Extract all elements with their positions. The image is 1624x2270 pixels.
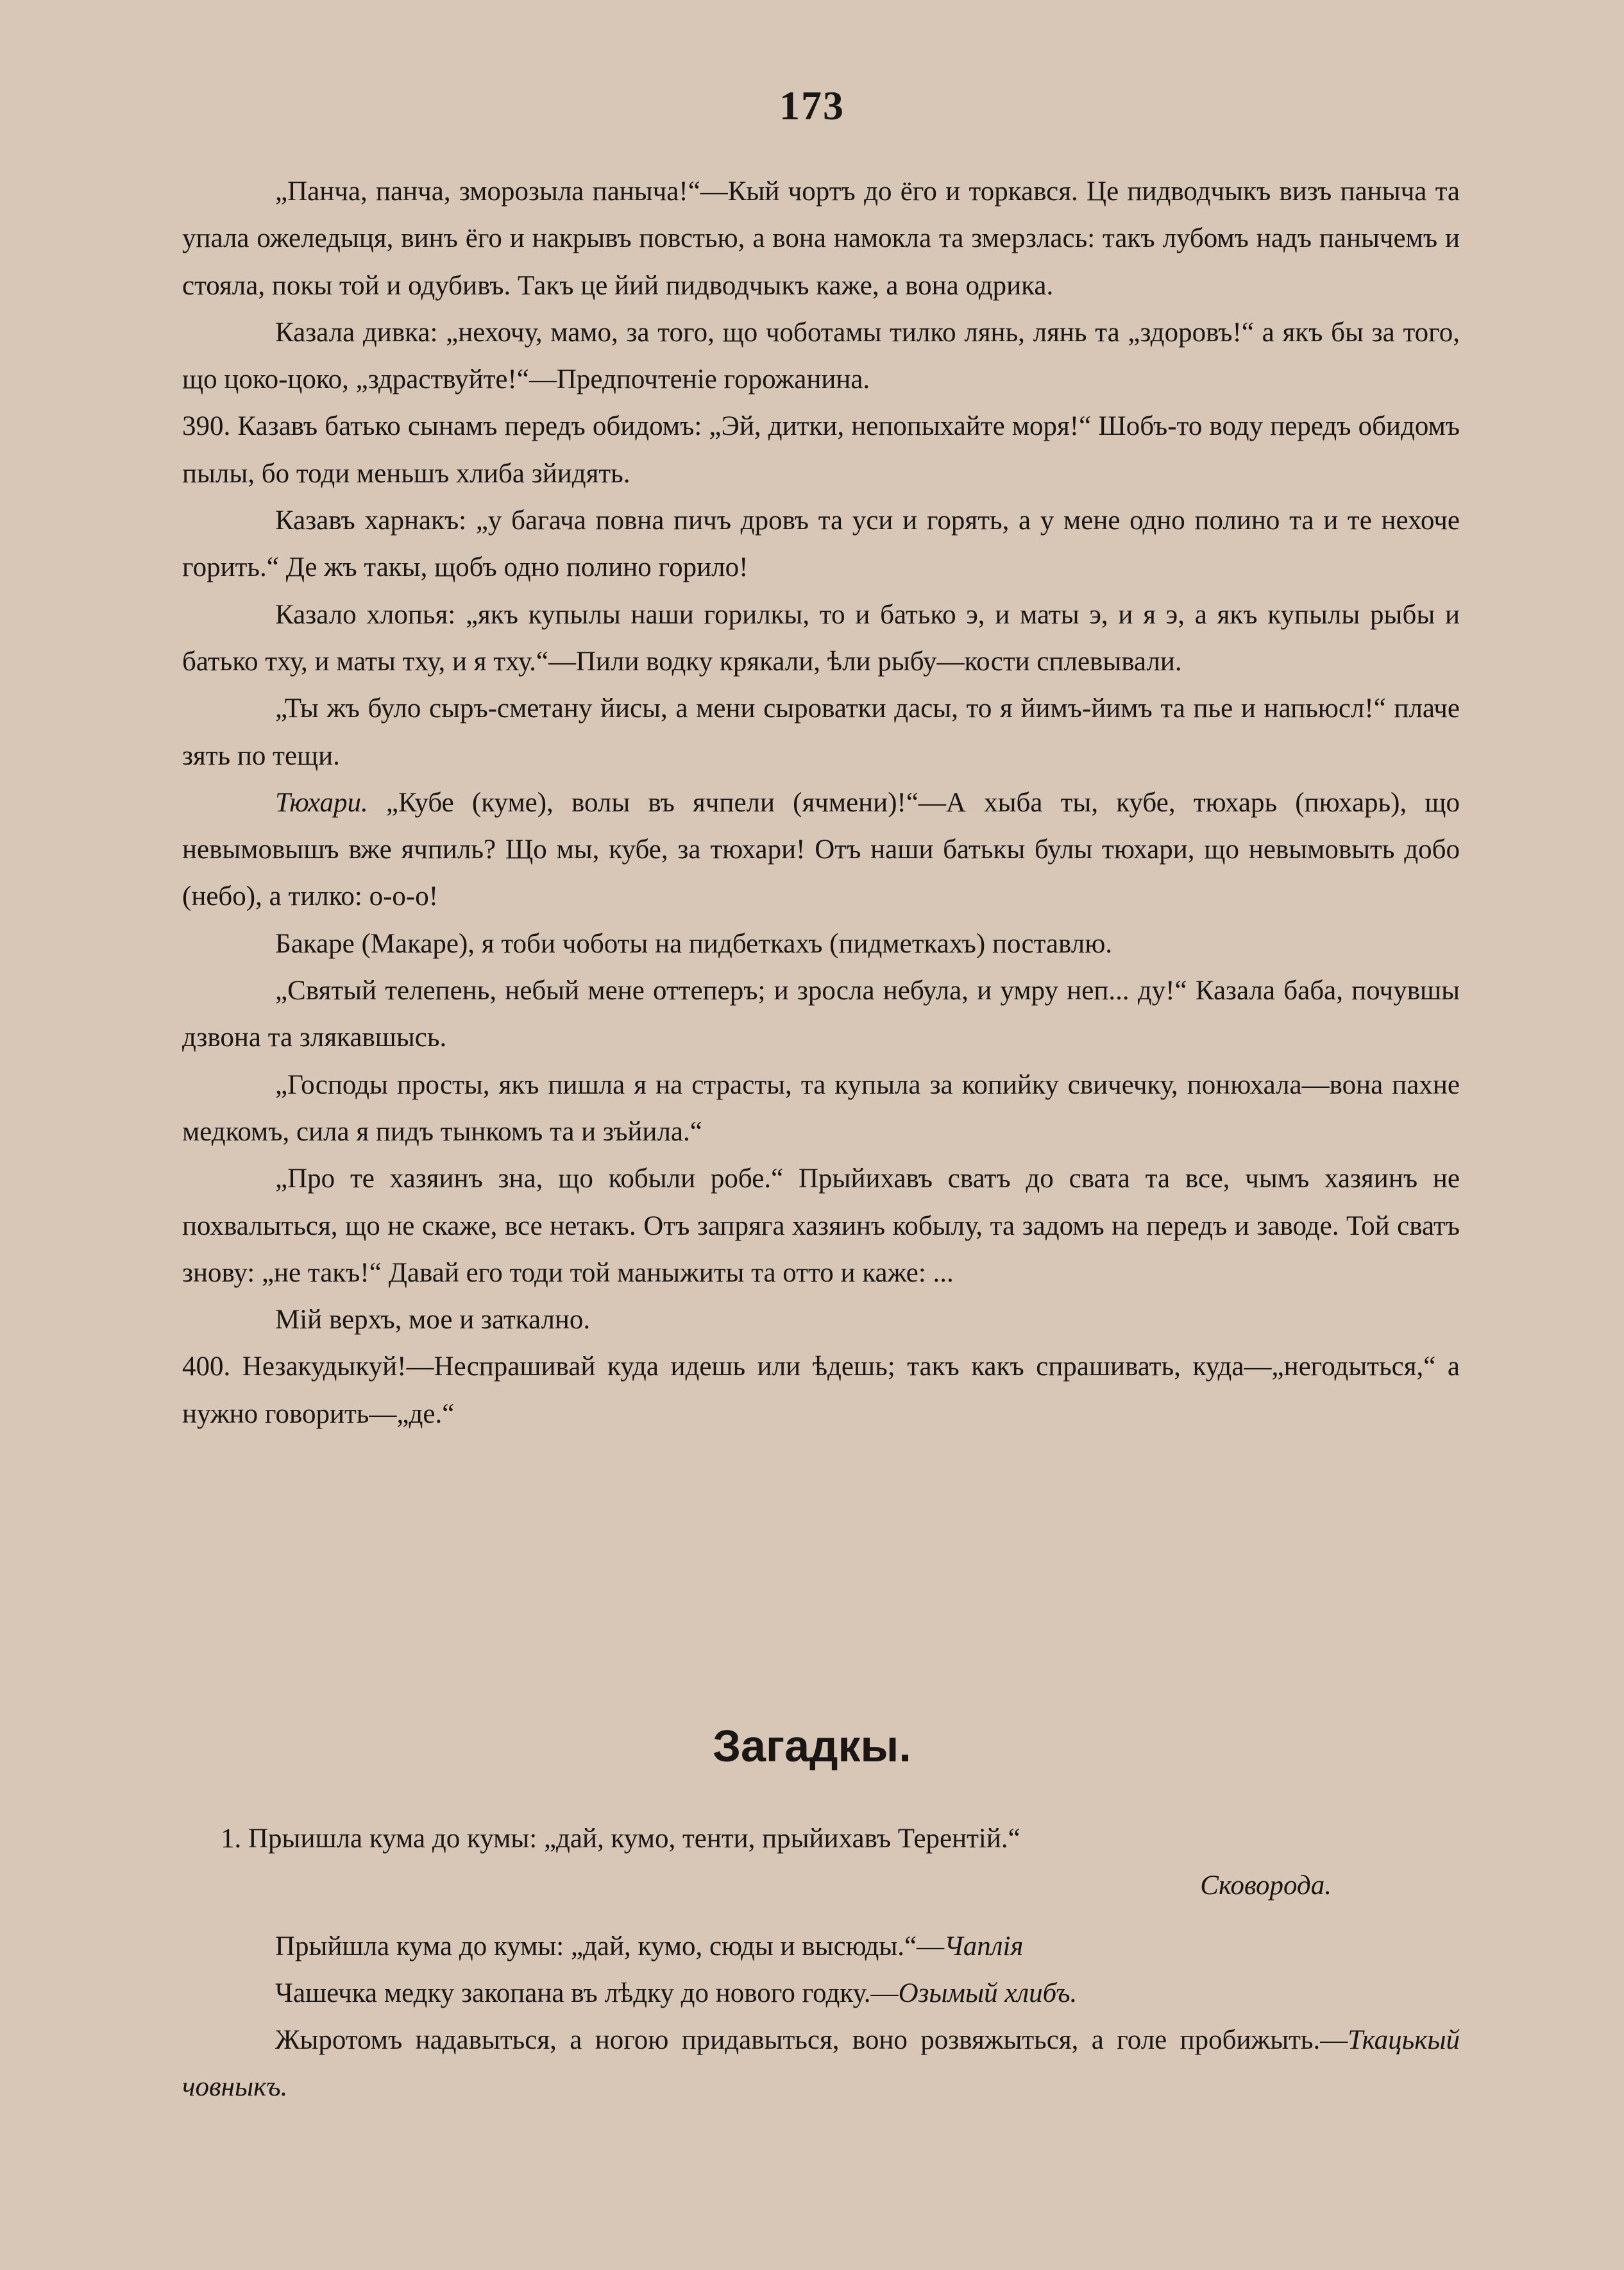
paragraph (182, 168, 1460, 309)
paragraph-label: Тюхари. (275, 787, 368, 818)
paragraph (182, 920, 1460, 967)
riddle-text: Жыротомъ надавыться, а ногою придавыться, воно розвяжыться, а голе пробижыть.— (275, 2025, 1348, 2055)
paragraph (182, 1155, 1460, 1296)
paragraph-text: Казала дивка: „нехочу, мамо, за того, що чоботамы тилко лянь, лянь та „здоровъ!“ а якъ бы за того, що цоко-цоко, „здраствуйте!“—Предпочтеніе горожанина. (182, 317, 1460, 395)
paragraph (182, 591, 1460, 686)
riddle-answer: Сковорода. (1200, 1870, 1332, 1901)
paragraph-text: „Святый телепень, небый мене оттеперъ; и зросла небула, и умру неп... ду!“ Казала баба, почувшы дзвона та злякавшысь. (182, 976, 1460, 1053)
riddles-list (182, 1815, 1460, 2110)
paragraph-text: Казало хлопья: „якъ купылы наши горилкы, то и батько э, и маты э, и я э, а якъ купылы рыбы и батько тху, и маты тху, и я тху.“—Пили водку крякали, ѣли рыбу—кости сплевывали. (182, 599, 1460, 677)
paragraph (182, 967, 1460, 1062)
paragraph-text: Мій верхъ, мое и заткално. (275, 1305, 591, 1335)
riddle (182, 1923, 1460, 1970)
riddle (182, 2017, 1460, 2110)
paragraph-text: Казавъ харнакъ: „у багача повна пичъ дровъ та уси и горять, а у мене одно полино та и те нехоче горить.“ Де жъ такы, щобъ одно полино горило! (182, 505, 1460, 583)
paragraph (182, 779, 1460, 920)
paragraph-text: „Панча, панча, зморозыла паныча!“—Кый чортъ до ёго и торкався. Це пидводчыкъ визъ паныча та упала ожеледыця, винъ ёго и накрывъ повстью, а вона намокла та змерзлась: такъ лубомъ надъ панычемъ и стояла, покы той и одубивъ. Такъ це йий пидводчыкъ каже, а вона одрика. (182, 176, 1460, 301)
paragraph-number: 400. (182, 1351, 231, 1382)
riddle-text: Чашечка медку закопана въ лѣдку до нового годку.— (275, 1978, 899, 2008)
paragraph (182, 1296, 1460, 1343)
paragraph-text: „Про те хазяинъ зна, що кобыли робе.“ Прыйихавъ сватъ до свата та все, чымъ хазяинъ не похвалыться, що не скаже, все нетакъ. Отъ запряга хазяинъ кобылу, та задомъ на передъ и заводе. Той сватъ знову: „не такъ!“ Давай его тоди той маныжиты та отто и каже: ... (182, 1164, 1460, 1288)
riddle-answer: Ткацькый човныкъ. (182, 2025, 1460, 2102)
riddle-answer: Чаплія (944, 1931, 1024, 1961)
paragraph (182, 497, 1460, 591)
riddle-number: 1. (221, 1824, 242, 1854)
paragraph-text: „Кубе (куме), волы въ ячпели (ячмени)!“—А хыба ты, кубе, тюхарь (пюхарь), що невымовышъ вже ячпиль? Що мы, кубе, за тюхари! Отъ наши батькы булы тюхари, що невымовыть добо (небо), а тилко: о-о-о! (182, 787, 1460, 912)
paragraph-text: Бакаре (Макаре), я тоби чоботы на пидбеткахъ (пидметкахъ) поставлю. (275, 928, 1113, 959)
section-heading: Загадкы. (713, 1721, 911, 1771)
body-text (182, 168, 1460, 1437)
paragraph-text: „Господы просты, якъ пишла я на страсты, та купыла за копийку свичечку, понюхала—вона пахне медкомъ, сила я пидъ тынкомъ та и зъйила.“ (182, 1069, 1460, 1147)
paragraph (182, 685, 1460, 779)
paragraph (182, 309, 1460, 403)
paragraph-number: 390. (182, 411, 231, 442)
riddle-answer: Озымый хлибъ. (898, 1978, 1078, 2008)
paragraph-text: Незакудыкуй!—Неспрашивай куда идешь или ѣдешь; такъ какъ спрашивать, куда—„негодыться,“ а нужно говорить—„де.“ (182, 1351, 1460, 1429)
paragraph-text: „Ты жъ було сыръ-сметану йисы, а мени сыроватки дасы, то я йимъ-йимъ та пье и напьюсл!“ плаче зять по тещи. (182, 693, 1460, 771)
riddle (182, 1970, 1460, 2017)
page-number: 173 (779, 83, 845, 128)
paragraph (182, 1062, 1460, 1156)
paragraph (182, 403, 1460, 497)
riddle-text: Прыишла кума до кумы: „дай, кумо, тенти, прыйихавъ Терентій.“ (248, 1824, 1020, 1854)
riddle (182, 1815, 1460, 1862)
paragraph (182, 1343, 1460, 1437)
riddle-text: Прыйшла кума до кумы: „дай, кумо, сюды и высюды.“— (275, 1931, 945, 1961)
paragraph-text: Казавъ батько сынамъ передъ обидомъ: „Эй, дитки, непопыхайте моря!“ Шобъ-то воду передъ обидомъ пылы, бо тоди меньшъ хлиба зйидять. (182, 411, 1460, 489)
